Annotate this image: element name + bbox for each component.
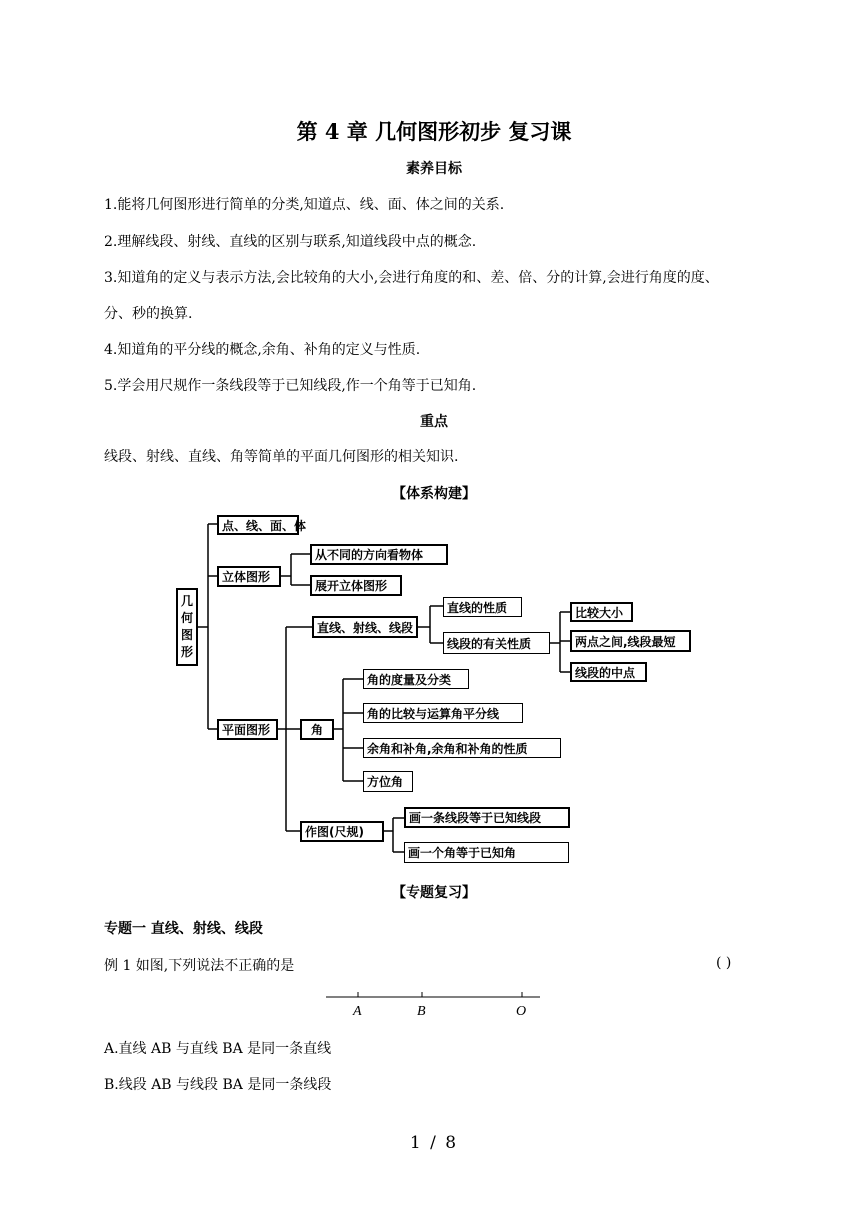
root-char: 何 bbox=[180, 611, 193, 625]
goal-4: 4.知道角的平分线的概念,余角、补角的定义与性质. bbox=[104, 342, 421, 358]
node-midpoint: 线段的中点 bbox=[570, 662, 647, 682]
example-1-question: 例 1 如图,下列说法不正确的是 bbox=[104, 958, 295, 974]
page-number: 1 / 8 bbox=[409, 1133, 459, 1153]
option-a: A.直线 AB 与直线 BA 是同一条直线 bbox=[104, 1041, 332, 1057]
node-plane-figures: 平面图形 bbox=[217, 719, 278, 740]
root-char: 图 bbox=[180, 628, 193, 642]
node-complementary-supplementary: 余角和补角,余角和补角的性质 bbox=[363, 738, 561, 758]
system-heading: 【体系构建】 bbox=[392, 486, 476, 502]
point-label-a: A bbox=[353, 1004, 362, 1018]
node-compare-length: 比较大小 bbox=[570, 602, 633, 622]
node-construction: 作图(尺规) bbox=[300, 821, 384, 842]
option-b: B.线段 AB 与线段 BA 是同一条线段 bbox=[104, 1077, 332, 1093]
goal-5: 5.学会用尺规作一条线段等于已知线段,作一个角等于已知角. bbox=[104, 378, 477, 394]
node-shortest-segment: 两点之间,线段最短 bbox=[570, 630, 691, 652]
node-angle-measure: 角的度量及分类 bbox=[363, 669, 469, 689]
topic-1-heading: 专题一 直线、射线、线段 bbox=[104, 921, 263, 937]
page-title: 第 4 章 几何图形初步 复习课 bbox=[296, 119, 572, 144]
answer-blank: ( ) bbox=[716, 955, 732, 971]
node-segment-property: 线段的有关性质 bbox=[443, 632, 550, 654]
node-points-lines-faces: 点、线、面、体 bbox=[217, 515, 299, 535]
review-heading: 【专题复习】 bbox=[392, 885, 476, 901]
node-draw-segment: 画一条线段等于已知线段 bbox=[404, 807, 570, 828]
goals-heading: 素养目标 bbox=[406, 161, 462, 177]
line-figure bbox=[320, 988, 550, 1018]
node-angle-compare: 角的比较与运算角平分线 bbox=[363, 703, 523, 723]
key-text: 线段、射线、直线、角等简单的平面几何图形的相关知识. bbox=[104, 449, 459, 465]
goal-3: 3.知道角的定义与表示方法,会比较角的大小,会进行角度的和、差、倍、分的计算,会进行角度的度、 bbox=[104, 270, 719, 286]
node-draw-angle: 画一个角等于已知角 bbox=[404, 842, 569, 863]
goal-1: 1.能将几何图形进行简单的分类,知道点、线、面、体之间的关系. bbox=[104, 197, 505, 213]
goal-2: 2.理解线段、射线、直线的区别与联系,知道线段中点的概念. bbox=[104, 234, 477, 250]
point-label-o: O bbox=[516, 1004, 527, 1018]
root-char: 形 bbox=[180, 645, 193, 659]
node-line-property: 直线的性质 bbox=[443, 597, 522, 617]
node-angle: 角 bbox=[300, 719, 334, 740]
mindmap-root bbox=[176, 588, 198, 666]
node-views: 从不同的方向看物体 bbox=[310, 544, 448, 565]
node-lines: 直线、射线、线段 bbox=[312, 616, 418, 638]
point-label-b: B bbox=[417, 1004, 426, 1018]
node-unfold: 展开立体图形 bbox=[310, 575, 402, 596]
node-solid-figures: 立体图形 bbox=[217, 566, 281, 587]
root-char: 几 bbox=[180, 594, 193, 608]
node-bearing-angle: 方位角 bbox=[363, 771, 413, 792]
goal-3-cont: 分、秒的换算. bbox=[104, 306, 193, 322]
key-heading: 重点 bbox=[420, 414, 448, 430]
